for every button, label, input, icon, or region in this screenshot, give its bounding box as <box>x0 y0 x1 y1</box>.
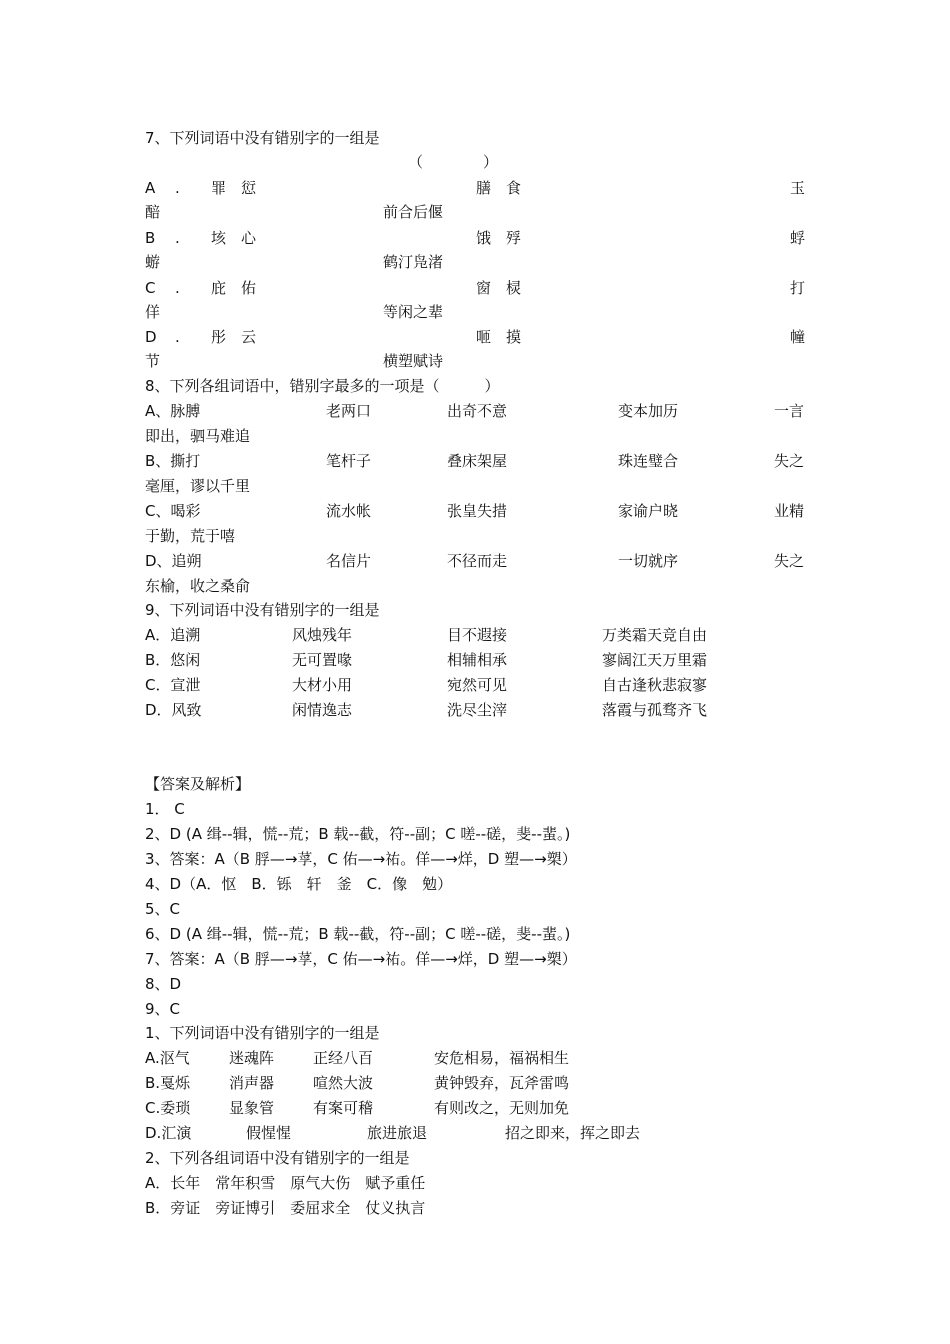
q8-c-word4: 家谕户晓 <box>618 502 679 520</box>
q8-d-word5: 失之 <box>774 552 805 570</box>
q9-c-word3: 宛然可见 <box>447 676 508 694</box>
q9-a-word1: A．追溯 <box>145 626 201 644</box>
q8-b-word3: 叠床架屋 <box>447 452 508 470</box>
q7-answer-paren: （ ） <box>408 153 499 171</box>
answer-line: 4、D（A．怄 B．铄 轩 釜 C．像 勉） <box>145 875 453 893</box>
q2-option-a: A．长年 常年积雪 原气大伤 赋予重任 <box>145 1174 426 1192</box>
answer-line: 1． C <box>145 800 185 818</box>
q2-option-b: B．旁证 旁证博引 委屈求全 仗义执言 <box>145 1199 426 1217</box>
q7-a-dot: . <box>175 179 180 197</box>
q7-a-letter: A <box>145 179 156 197</box>
q7-c-word2: 窗 棂 <box>476 279 522 297</box>
q8-a-word1: A、脉膊 <box>145 402 201 420</box>
q8-a-word4: 变本加历 <box>618 402 679 420</box>
q7-b-word1: 垓 心 <box>211 229 257 247</box>
q8-c-word2: 流水帐 <box>326 502 372 520</box>
q7-b-letter: B <box>145 229 156 247</box>
q8-title: 8、下列各组词语中，错别字最多的一项是（ ） <box>145 377 500 395</box>
q1-d-word3: 旅进旅退 <box>367 1124 428 1142</box>
answer-line: 2、D (A 缉--辑，慌--荒；B 载--截，符--副；C 嗟--磋，斐--蜚。) <box>145 825 571 843</box>
q7-a-word4: 前合后偃 <box>383 203 444 221</box>
q1-a-word4: 安危相易，福祸相生 <box>434 1049 570 1067</box>
q9-a-word4: 万类霜天竞自由 <box>602 626 708 644</box>
q7-c-dot: . <box>175 279 180 297</box>
q7-a-word2: 膳 食 <box>476 179 522 197</box>
answer-line: 6、D (A 缉--辑，慌--荒；B 载--截，符--副；C 嗟--磋，斐--蜚。) <box>145 925 571 943</box>
q9-a-word2: 风烛残年 <box>292 626 353 644</box>
q9-b-word1: B．悠闲 <box>145 651 201 669</box>
q7-a-word1: 罪 愆 <box>211 179 257 197</box>
q7-d-word1: 彤 云 <box>211 328 257 346</box>
q7-a-word3-part2: 醅 <box>145 203 161 221</box>
q1-c-word4: 有则改之，无则加免 <box>434 1099 570 1117</box>
q1-b-word2: 消声器 <box>229 1074 275 1092</box>
q8-b-word5: 失之 <box>774 452 805 470</box>
q1-c-word2: 显象管 <box>229 1099 275 1117</box>
q8-d-word5-cont: 东榆，收之桑俞 <box>145 577 251 595</box>
q8-a-word2: 老两口 <box>326 402 372 420</box>
answers-heading: 【答案及解析】 <box>145 775 251 793</box>
q9-c-word4: 自古逢秋悲寂寥 <box>602 676 708 694</box>
q7-c-word1: 庇 佑 <box>211 279 257 297</box>
q7-d-dot: . <box>175 328 180 346</box>
q8-d-word2: 名信片 <box>326 552 372 570</box>
q9-a-word3: 目不遐接 <box>447 626 508 644</box>
q8-c-word3: 张皇失措 <box>447 502 508 520</box>
q8-d-word1: D、追朔 <box>145 552 202 570</box>
q7-a-word3-part1: 玉 <box>790 179 806 197</box>
q7-d-word2: 咂 摸 <box>476 328 522 346</box>
q1-c-word3: 有案可稽 <box>313 1099 374 1117</box>
q9-c-word2: 大材小用 <box>292 676 353 694</box>
q7-c-word3-part2: 佯 <box>145 303 161 321</box>
q7-b-word4: 鹤汀凫渚 <box>383 253 444 271</box>
q7-c-word3-part1: 打 <box>790 279 806 297</box>
q9-d-word4: 落霞与孤骛齐飞 <box>602 701 708 719</box>
q8-d-word4: 一切就序 <box>618 552 679 570</box>
q9-b-word2: 无可置喙 <box>292 651 353 669</box>
q8-b-word5-cont: 毫厘，谬以千里 <box>145 477 251 495</box>
q8-c-word5-cont: 于勤，荒于嘻 <box>145 527 236 545</box>
q8-a-word5: 一言 <box>774 402 805 420</box>
q7-b-word2: 饿 殍 <box>476 229 522 247</box>
q8-c-word1: C、喝彩 <box>145 502 201 520</box>
answer-line: 9、C <box>145 1000 181 1018</box>
q7-title: 7、下列词语中没有错别字的一组是 <box>145 129 380 147</box>
answer-line: 7、答案：A（B 脬—→莩，C 佑—→祐。佯—→烊，D 塑—→槊） <box>145 950 577 968</box>
q9-d-word2: 闲情逸志 <box>292 701 353 719</box>
q1-title: 1、下列词语中没有错别字的一组是 <box>145 1024 380 1042</box>
q1-c-word1: C.委琐 <box>145 1099 191 1117</box>
q7-b-word3-part1: 蜉 <box>790 229 806 247</box>
q1-a-word1: A.沤气 <box>145 1049 190 1067</box>
q1-a-word2: 迷魂阵 <box>229 1049 275 1067</box>
q9-b-word3: 相辅相承 <box>447 651 508 669</box>
q1-a-word3: 正经八百 <box>313 1049 374 1067</box>
q7-c-word4: 等闲之辈 <box>383 303 444 321</box>
q7-d-word4: 横塑赋诗 <box>383 352 444 370</box>
q7-d-word3-part2: 节 <box>145 352 161 370</box>
q1-d-word4: 招之即来，挥之即去 <box>505 1124 641 1142</box>
answer-line: 8、D <box>145 975 182 993</box>
q9-c-word1: C．宣泄 <box>145 676 201 694</box>
q9-b-word4: 寥阔江天万里霜 <box>602 651 708 669</box>
q8-b-word4: 珠连璧合 <box>618 452 679 470</box>
q8-c-word5: 业精 <box>774 502 805 520</box>
q9-d-word3: 洗尽尘滓 <box>447 701 508 719</box>
q2-title: 2、下列各组词语中没有错别字的一组是 <box>145 1149 410 1167</box>
q7-d-letter: D <box>145 328 157 346</box>
q7-b-word3-part2: 蝣 <box>145 253 161 271</box>
q1-d-word2: 假惺惺 <box>246 1124 292 1142</box>
q8-b-word1: B、撕打 <box>145 452 201 470</box>
q9-title: 9、下列词语中没有错别字的一组是 <box>145 601 380 619</box>
answer-line: 5、C <box>145 900 181 918</box>
q1-d-word1: D.汇演 <box>145 1124 192 1142</box>
q1-b-word1: B.戛烁 <box>145 1074 191 1092</box>
q7-c-letter: C <box>145 279 156 297</box>
answer-line: 3、答案：A（B 脬—→莩，C 佑—→祐。佯—→烊，D 塑—→槊） <box>145 850 577 868</box>
q8-b-word2: 笔杆子 <box>326 452 372 470</box>
q7-d-word3-part1: 幢 <box>790 328 806 346</box>
q8-a-word5-cont: 即出，驷马难追 <box>145 427 251 445</box>
q9-d-word1: D．风致 <box>145 701 202 719</box>
q8-d-word3: 不径而走 <box>447 552 508 570</box>
q1-b-word4: 黄钟毁弃，瓦斧雷鸣 <box>434 1074 570 1092</box>
q7-b-dot: . <box>175 229 180 247</box>
q1-b-word3: 喧然大波 <box>313 1074 374 1092</box>
q8-a-word3: 出奇不意 <box>447 402 508 420</box>
